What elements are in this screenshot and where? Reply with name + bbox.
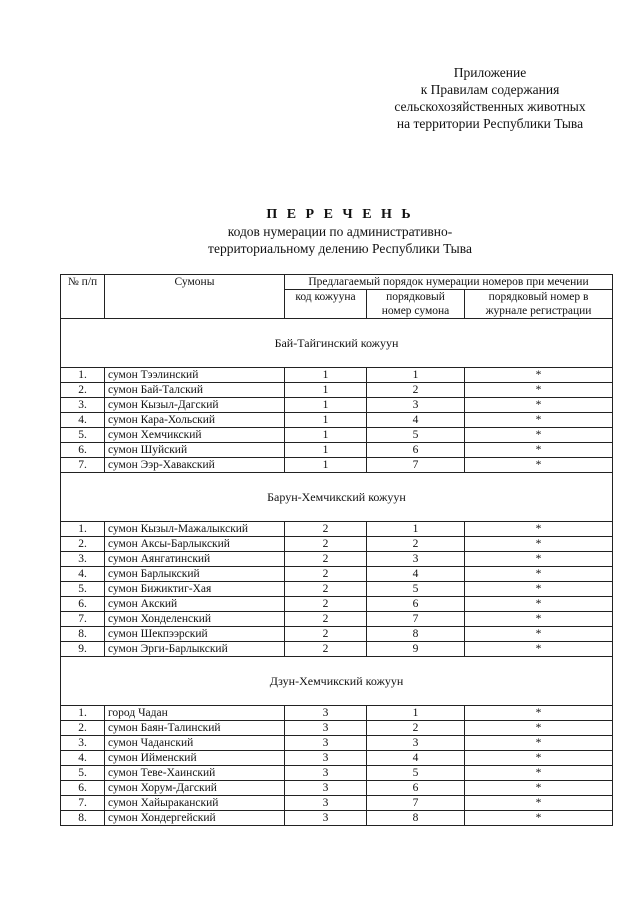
table-row [61,781,613,796]
table-row [61,796,613,811]
cell-name: сумон Хайыраканский [105,796,285,811]
cell-number: 8. [61,627,105,642]
table-row [61,458,613,473]
cell-kod: 2 [285,567,367,582]
cell-number: 8. [61,811,105,826]
cell-journal: * [465,582,613,597]
appendix-line: сельскохозяйственных животных [394,99,586,114]
cell-number: 1. [61,522,105,537]
cell-journal: * [465,398,613,413]
cell-journal: * [465,458,613,473]
table-row [61,383,613,398]
table-row [61,597,613,612]
cell-journal: * [465,552,613,567]
registry-table [60,274,613,826]
cell-name: сумон Аянгатинский [105,552,285,567]
cell-journal: * [465,413,613,428]
cell-order: 2 [367,537,465,552]
table-row [61,428,613,443]
cell-order: 6 [367,781,465,796]
cell-order: 5 [367,428,465,443]
cell-name: сумон Теве-Хаинский [105,766,285,781]
group-name: Бай-Тайгинский кожуун [61,319,613,368]
header-ord: порядковый номер сумона [367,290,465,319]
cell-journal: * [465,796,613,811]
cell-journal: * [465,428,613,443]
cell-name: сумон Тээлинский [105,368,285,383]
group-name: Дзун-Хемчикский кожуун [61,657,613,706]
cell-order: 8 [367,811,465,826]
cell-journal: * [465,522,613,537]
cell-order: 3 [367,736,465,751]
cell-order: 1 [367,706,465,721]
table-row [61,522,613,537]
cell-kod: 3 [285,766,367,781]
cell-name: сумон Ийменский [105,751,285,766]
cell-number: 3. [61,398,105,413]
cell-number: 3. [61,552,105,567]
table-row [61,612,613,627]
cell-journal: * [465,368,613,383]
cell-kod: 3 [285,796,367,811]
cell-kod: 3 [285,811,367,826]
cell-journal: * [465,627,613,642]
cell-name: сумон Кызыл-Мажалыкский [105,522,285,537]
appendix-line: к Правилам содержания [420,82,560,97]
header-kod: код кожууна [285,290,367,319]
cell-order: 6 [367,597,465,612]
cell-name: сумон Кызыл-Дагский [105,398,285,413]
cell-name: сумон Аксы-Барлыкский [105,537,285,552]
cell-journal: * [465,537,613,552]
cell-kod: 3 [285,751,367,766]
cell-number: 7. [61,458,105,473]
cell-kod: 2 [285,597,367,612]
table-header-row [61,275,613,290]
document-title [0,206,640,257]
cell-order: 4 [367,567,465,582]
cell-name: сумон Кара-Хольский [105,413,285,428]
cell-journal: * [465,736,613,751]
cell-number: 1. [61,706,105,721]
cell-kod: 2 [285,552,367,567]
table-row [61,413,613,428]
cell-number: 5. [61,582,105,597]
table-row [61,537,613,552]
cell-journal: * [465,383,613,398]
cell-kod: 2 [285,627,367,642]
cell-order: 7 [367,612,465,627]
header-name: Сумоны [105,275,285,319]
cell-number: 1. [61,368,105,383]
cell-name: сумон Бижиктиг-Хая [105,582,285,597]
cell-number: 7. [61,796,105,811]
cell-name: сумон Хонделенский [105,612,285,627]
title-line: кодов нумерации по административно- [227,224,453,239]
cell-name: город Чадан [105,706,285,721]
cell-number: 3. [61,736,105,751]
cell-name: сумон Хондергейский [105,811,285,826]
cell-name: сумон Акский [105,597,285,612]
header-group: Предлагаемый порядок нумерации номеров при мечении [285,275,613,290]
cell-journal: * [465,706,613,721]
cell-journal: * [465,766,613,781]
cell-number: 2. [61,383,105,398]
cell-kod: 2 [285,522,367,537]
cell-kod: 3 [285,706,367,721]
cell-number: 5. [61,428,105,443]
cell-order: 5 [367,582,465,597]
group-name: Барун-Хемчикский кожуун [61,473,613,522]
cell-order: 4 [367,413,465,428]
cell-number: 5. [61,766,105,781]
table-row [61,443,613,458]
cell-kod: 2 [285,642,367,657]
cell-number: 6. [61,781,105,796]
cell-name: сумон Хорум-Дагский [105,781,285,796]
cell-kod: 3 [285,721,367,736]
appendix-line: на территории Республики Тыва [396,116,584,131]
cell-journal: * [465,597,613,612]
appendix-line: Приложение [453,65,527,80]
table-row [61,766,613,781]
title-line: территориальному делению Республики Тыва [208,241,472,256]
title-main: П Е Р Е Ч Е Н Ь [266,207,414,222]
cell-kod: 2 [285,537,367,552]
table-row [61,567,613,582]
cell-order: 2 [367,383,465,398]
cell-order: 9 [367,642,465,657]
cell-name: сумон Хемчикский [105,428,285,443]
cell-journal: * [465,751,613,766]
group-header-row [61,319,613,368]
cell-number: 4. [61,413,105,428]
table-row [61,706,613,721]
cell-name: сумон Барлыкский [105,567,285,582]
table-row [61,736,613,751]
cell-name: сумон Чаданский [105,736,285,751]
cell-kod: 2 [285,612,367,627]
cell-journal: * [465,443,613,458]
table-row [61,398,613,413]
cell-kod: 2 [285,582,367,597]
cell-name: сумон Эрги-Барлыкский [105,642,285,657]
cell-number: 7. [61,612,105,627]
cell-order: 1 [367,368,465,383]
cell-kod: 1 [285,413,367,428]
cell-order: 4 [367,751,465,766]
cell-kod: 1 [285,458,367,473]
cell-journal: * [465,567,613,582]
table-row [61,642,613,657]
appendix-note [340,64,640,132]
cell-journal: * [465,642,613,657]
cell-name: сумон Баян-Талинский [105,721,285,736]
cell-kod: 1 [285,428,367,443]
cell-number: 4. [61,567,105,582]
cell-order: 7 [367,458,465,473]
cell-order: 3 [367,552,465,567]
group-header-row [61,657,613,706]
cell-name: сумон Бай-Талский [105,383,285,398]
cell-journal: * [465,781,613,796]
cell-name: сумон Шуйский [105,443,285,458]
cell-number: 4. [61,751,105,766]
cell-kod: 1 [285,443,367,458]
cell-name: сумон Ээр-Хавакский [105,458,285,473]
cell-number: 2. [61,721,105,736]
cell-order: 6 [367,443,465,458]
cell-name: сумон Шекпээрский [105,627,285,642]
cell-number: 6. [61,443,105,458]
group-header-row [61,473,613,522]
cell-order: 1 [367,522,465,537]
table-row [61,751,613,766]
cell-number: 2. [61,537,105,552]
cell-journal: * [465,811,613,826]
table-row [61,721,613,736]
table-row [61,552,613,567]
cell-kod: 1 [285,398,367,413]
header-jour: порядковый номер в журнале регистрации [465,290,613,319]
cell-order: 2 [367,721,465,736]
cell-journal: * [465,721,613,736]
table-row [61,627,613,642]
table-row [61,811,613,826]
cell-kod: 3 [285,781,367,796]
table-row [61,582,613,597]
table-row [61,368,613,383]
cell-order: 3 [367,398,465,413]
cell-kod: 1 [285,368,367,383]
cell-number: 9. [61,642,105,657]
cell-number: 6. [61,597,105,612]
cell-order: 7 [367,796,465,811]
cell-order: 5 [367,766,465,781]
cell-kod: 1 [285,383,367,398]
cell-journal: * [465,612,613,627]
cell-kod: 3 [285,736,367,751]
cell-order: 8 [367,627,465,642]
header-num: № п/п [61,275,105,319]
